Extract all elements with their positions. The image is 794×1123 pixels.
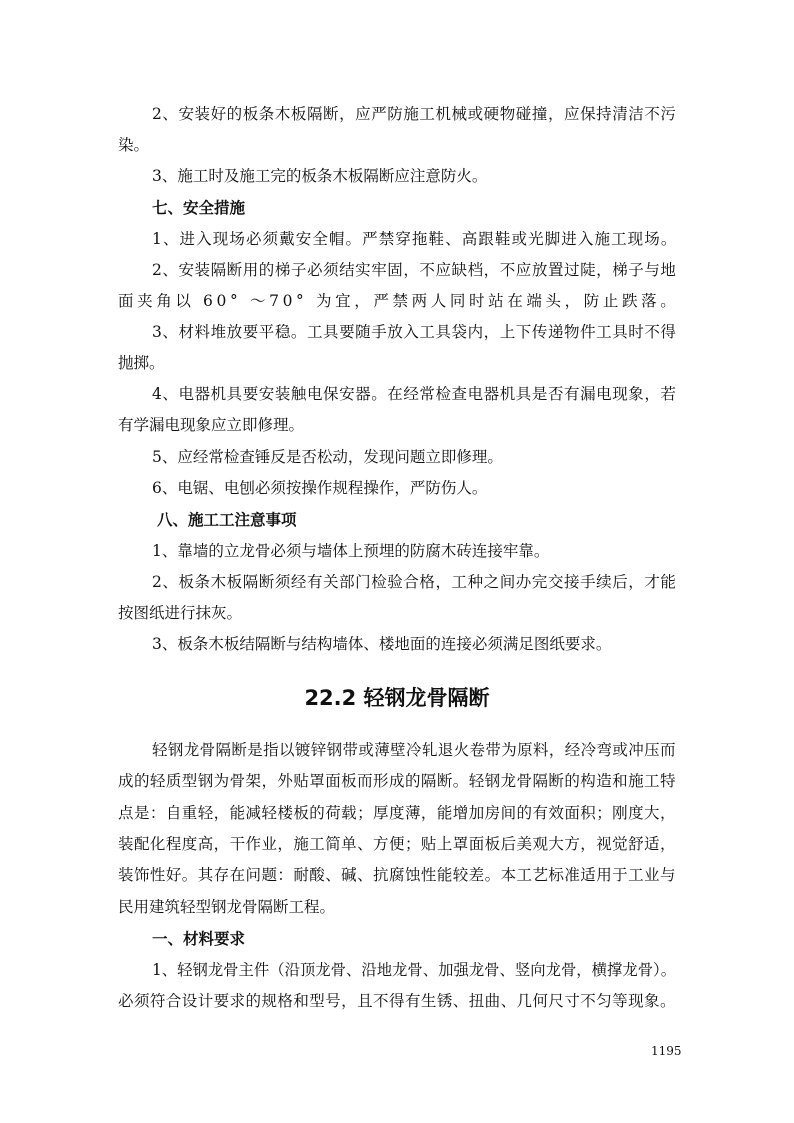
- text-line: 轻钢龙骨隔断是指以镀锌钢带或薄壁冷轧退火卷带为原料，经冷弯或冲压而: [152, 741, 676, 759]
- text-line: 4、电器机具要安装触电保安器。在经常检查电器机具是否有漏电现象，若: [152, 385, 677, 403]
- text-line: 6、电锯、电刨必须按操作规程操作，严防伤人。: [152, 479, 488, 497]
- text-line: 3、材料堆放要平稳。工具要随手放入工具袋内，上下传递物件工具时不得: [152, 323, 677, 341]
- text-line: 1、轻钢龙骨主件（沿顶龙骨、沿地龙骨、加强龙骨、竖向龙骨，横撑龙骨）。: [152, 961, 677, 979]
- text-line: 抛掷。: [118, 354, 165, 372]
- text-line: 装配化程度高，干作业，施工简单、方便；贴上罩面板后美观大方，视觉舒适，: [118, 835, 676, 853]
- text-line: 2、安装隔断用的梯子必须结实牢固，不应缺档，不应放置过陡，梯子与地: [152, 261, 677, 279]
- text-line: 3、施工时及施工完的板条木板隔断应注意防火。: [152, 167, 488, 185]
- section-heading-materials: 一、材料要求: [152, 930, 246, 948]
- text-line: 染。: [118, 136, 150, 154]
- text-line: 有学漏电现象应立即修理。: [118, 416, 305, 434]
- text-line: 2、安装好的板条木板隔断，应严防施工机械或硬物碰撞，应保持清洁不污: [152, 105, 677, 123]
- text-line: 1、靠墙的立龙骨必须与墙体上预埋的防腐木砖连接牢靠。: [152, 542, 550, 560]
- section-title: 22.2 轻钢龙骨隔断: [304, 686, 490, 710]
- text-line: 必须符合设计要求的规格和型号，且不得有生锈、扭曲、几何尺寸不匀等现象。: [118, 992, 676, 1010]
- text-line: 点是：自重轻，能减轻楼板的荷载；厚度薄，能增加房间的有效面积；刚度大，: [118, 804, 676, 822]
- section-heading-safety: 七、安全措施: [152, 199, 246, 217]
- text-line: 5、应经常检查锤反是否松动，发现问题立即修理。: [152, 448, 503, 466]
- text-line: 3、板条木板结隔断与结构墙体、楼地面的连接必须满足图纸要求。: [152, 635, 612, 653]
- text-line: 按图纸进行抹灰。: [118, 604, 243, 622]
- text-line: 2、板条木板隔断须经有关部门检验合格，工种之间办完交接手续后，才能: [152, 573, 677, 591]
- text-line: 1、进入现场必须戴安全帽。严禁穿拖鞋、高跟鞋或光脚进入施工现场。: [152, 230, 678, 248]
- section-heading-notes: 八、施工工注意事项: [157, 511, 297, 529]
- text-line: 装饰性好。其存在问题：耐酸、碱、抗腐蚀性能较差。本工艺标准适用于工业与: [118, 866, 676, 884]
- text-line: 成的轻质型钢为骨架，外贴罩面板而形成的隔断。轻钢龙骨隔断的构造和施工特: [118, 772, 676, 790]
- text-line: 民用建筑轻型钢龙骨隔断工程。: [118, 898, 336, 916]
- text-line: 面夹角以 60° ～70° 为宜，严禁两人同时站在端头，防止跌落。: [118, 292, 680, 310]
- page-number: 1195: [651, 1044, 682, 1058]
